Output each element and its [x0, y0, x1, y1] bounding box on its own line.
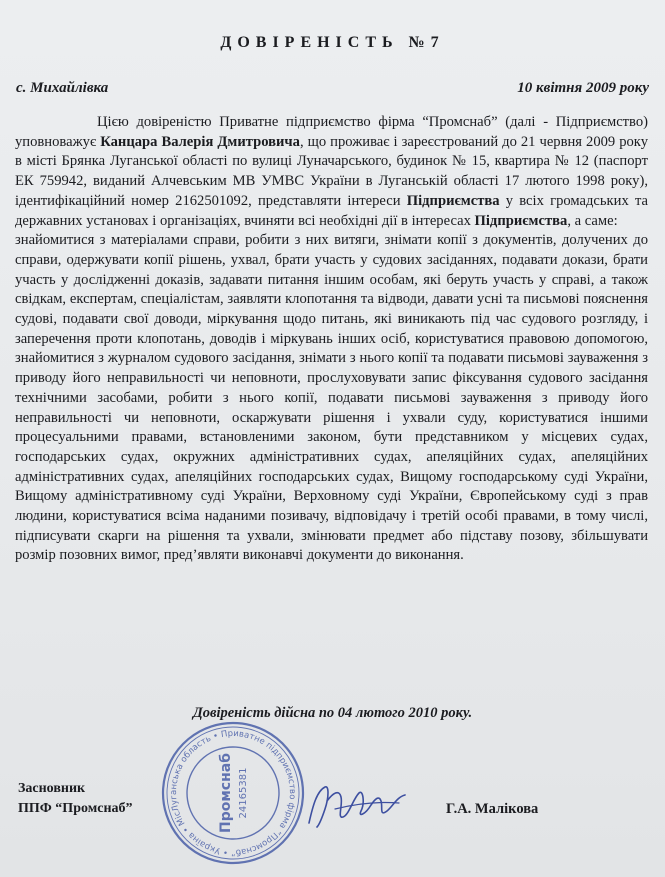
intro-text-2: , що проживає і зареєстрований до 21 червня 2009 року в місті Брянка Луганської області по вулиці Луначарського, будинок № 15, квартира № 12 (паспорт ЕК 759942, виданий Алчевським МВ УМВС України в Луганській області 17 лютого 1998 року), ідентифікаційний номер 2162501092, представляти інтереси	[15, 133, 648, 209]
founder-block	[18, 779, 133, 819]
seal-center-code: 24165381	[238, 767, 249, 819]
company-name-2: Підприємства	[474, 212, 568, 229]
document-title: ДОВІРЕНІСТЬ №7	[220, 34, 445, 51]
document-date: 10 квітня 2009 року	[517, 80, 649, 96]
intro-text-4: , а саме:	[567, 212, 618, 229]
intro-paragraph	[15, 113, 648, 231]
company-seal-stamp	[158, 718, 308, 868]
founder-title: Засновник	[18, 781, 86, 796]
powers-paragraph: знайомитися з матеріалами справи, робити з них витяги, знімати копії з документів, долучених до справи, одержувати копії рішень, ухвал, брати участь у судових засіданнях, подавати докази, брати участь у дослідженні доказів, задавати питання іншим особам, які беруть участь у справі, а також свідкам, експертам, спеціалістам, заявляти клопотання та відводи, давати усні та письмові пояснення судові, подавати свої доводи, міркування щодо питань, які виникають під час судового розгляду, і заперечення проти клопотань, доводів і міркувань інших осіб, користуватися правовою допомогою, знайомитися з журналом судового засідання, знімати з нього копії та подавати письмові зауваження з приводу його неправильності чи неповноти, прослуховувати запис фіксування судового засідання технічними засобами, робити з нього копії, подавати письмові зауваження з приводу його неправильності чи неповноти, оскаржувати рішення і ухвали суду, користуватися іншими процесуальними правами, встановленими законом, бути представником у місцевих судах, господарських судах, окружних адміністративних судах, апеляційних судах, апеляційних адміністративних судах, апеляційних господарських судах, Вищому господарському суді України, Вищому адміністративному суді України, Верховному суді України, Європейському суді з прав людини, користуватися всіма наданими позивачу, відповідачу і третій особі правами, в тому числі, підписувати скарги на рішення та ухвали, змінювати предмет або підставу позову, збільшувати розмір позовних вимог, пред’являти виконавчі документи до виконання.	[15, 232, 648, 564]
founder-company: ППФ “Промснаб”	[18, 801, 133, 816]
document-place: с. Михайлівка	[16, 80, 109, 96]
seal-ring-text: Луганська область • Приватне підприємство фірма “Промснаб” • Україна • Місто	[168, 728, 298, 858]
seal-center-name: Промснаб	[218, 753, 234, 833]
intro-text-1: Цією довіреністю Приватне підприємство фірма “Промснаб” (далі - Підприємство) уповноважує	[15, 114, 648, 150]
intro-text-3: у всіх громадських та державних установах і організаціях, вчиняти всі необхідні дії в інтересах	[15, 192, 648, 229]
company-name-1: Підприємства	[406, 192, 500, 209]
signer-name: Г.А. Малікова	[446, 801, 539, 817]
handwritten-signature	[295, 775, 420, 835]
validity-statement: Довіреність дійсна по 04 лютого 2010 року.	[192, 705, 473, 721]
document-body	[15, 113, 648, 566]
principal-name: Канцара Валерія Дмитровича	[100, 133, 300, 150]
